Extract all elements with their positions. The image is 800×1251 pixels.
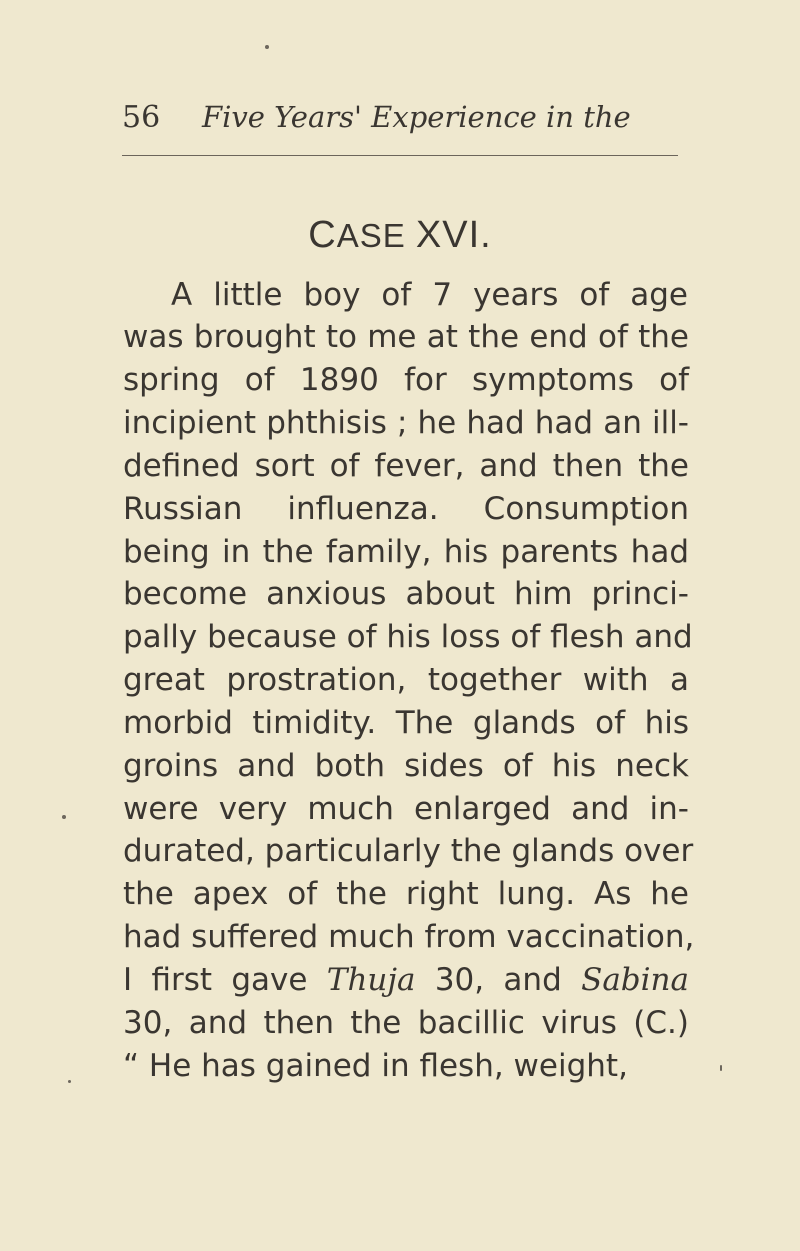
paper-speck — [62, 815, 66, 819]
text-line: had suffered much from vaccination, — [123, 919, 695, 955]
page-number: 56 — [122, 100, 161, 135]
remedy-line-lead: I first gave — [123, 962, 308, 998]
running-head — [122, 100, 682, 150]
text-line: defined sort of fever, and then the — [123, 448, 689, 484]
text-line: being in the family, his parents had — [123, 534, 689, 570]
text-line: 30, and then the bacillic virus (C.) — [123, 1005, 689, 1041]
case-heading-initial: C — [308, 214, 337, 256]
paper-speck — [265, 45, 269, 49]
case-heading-numeral: XVI. — [415, 214, 492, 256]
remedy-line-middle: 30, and — [434, 962, 562, 998]
text-line: spring of 1890 for symptoms of — [123, 362, 689, 398]
running-title: Five Years' Experience in the — [202, 100, 631, 134]
text-line: durated, particularly the glands over — [123, 833, 694, 869]
text-line: A little boy of 7 years of age — [171, 277, 688, 313]
header-rule — [122, 155, 678, 156]
text-line: groins and both sides of his neck — [123, 748, 689, 784]
text-line: was brought to me at the end of the — [123, 319, 689, 355]
text-line: morbid timidity. The glands of his — [123, 705, 689, 741]
remedy-line — [123, 960, 689, 1000]
text-line: were very much enlarged and in- — [123, 791, 689, 827]
paper-speck — [68, 1080, 71, 1083]
text-line: pally because of his loss of flesh and — [123, 619, 693, 655]
text-line: “ He has gained in flesh, weight, — [123, 1048, 628, 1084]
text-line: the apex of the right lung. As he — [123, 876, 689, 912]
case-heading — [0, 214, 800, 257]
case-heading-smallcaps: ASE — [336, 217, 406, 254]
text-line: incipient phthisis ; he had had an ill- — [123, 405, 689, 441]
paper-speck — [720, 1065, 722, 1071]
remedy-sabina: Sabina — [581, 962, 690, 998]
text-line: great prostration, together with a — [123, 662, 689, 698]
remedy-thuja: Thuja — [326, 962, 416, 998]
text-line: Russian influenza. Consumption — [123, 491, 689, 527]
text-line: become anxious about him princi- — [123, 576, 689, 612]
